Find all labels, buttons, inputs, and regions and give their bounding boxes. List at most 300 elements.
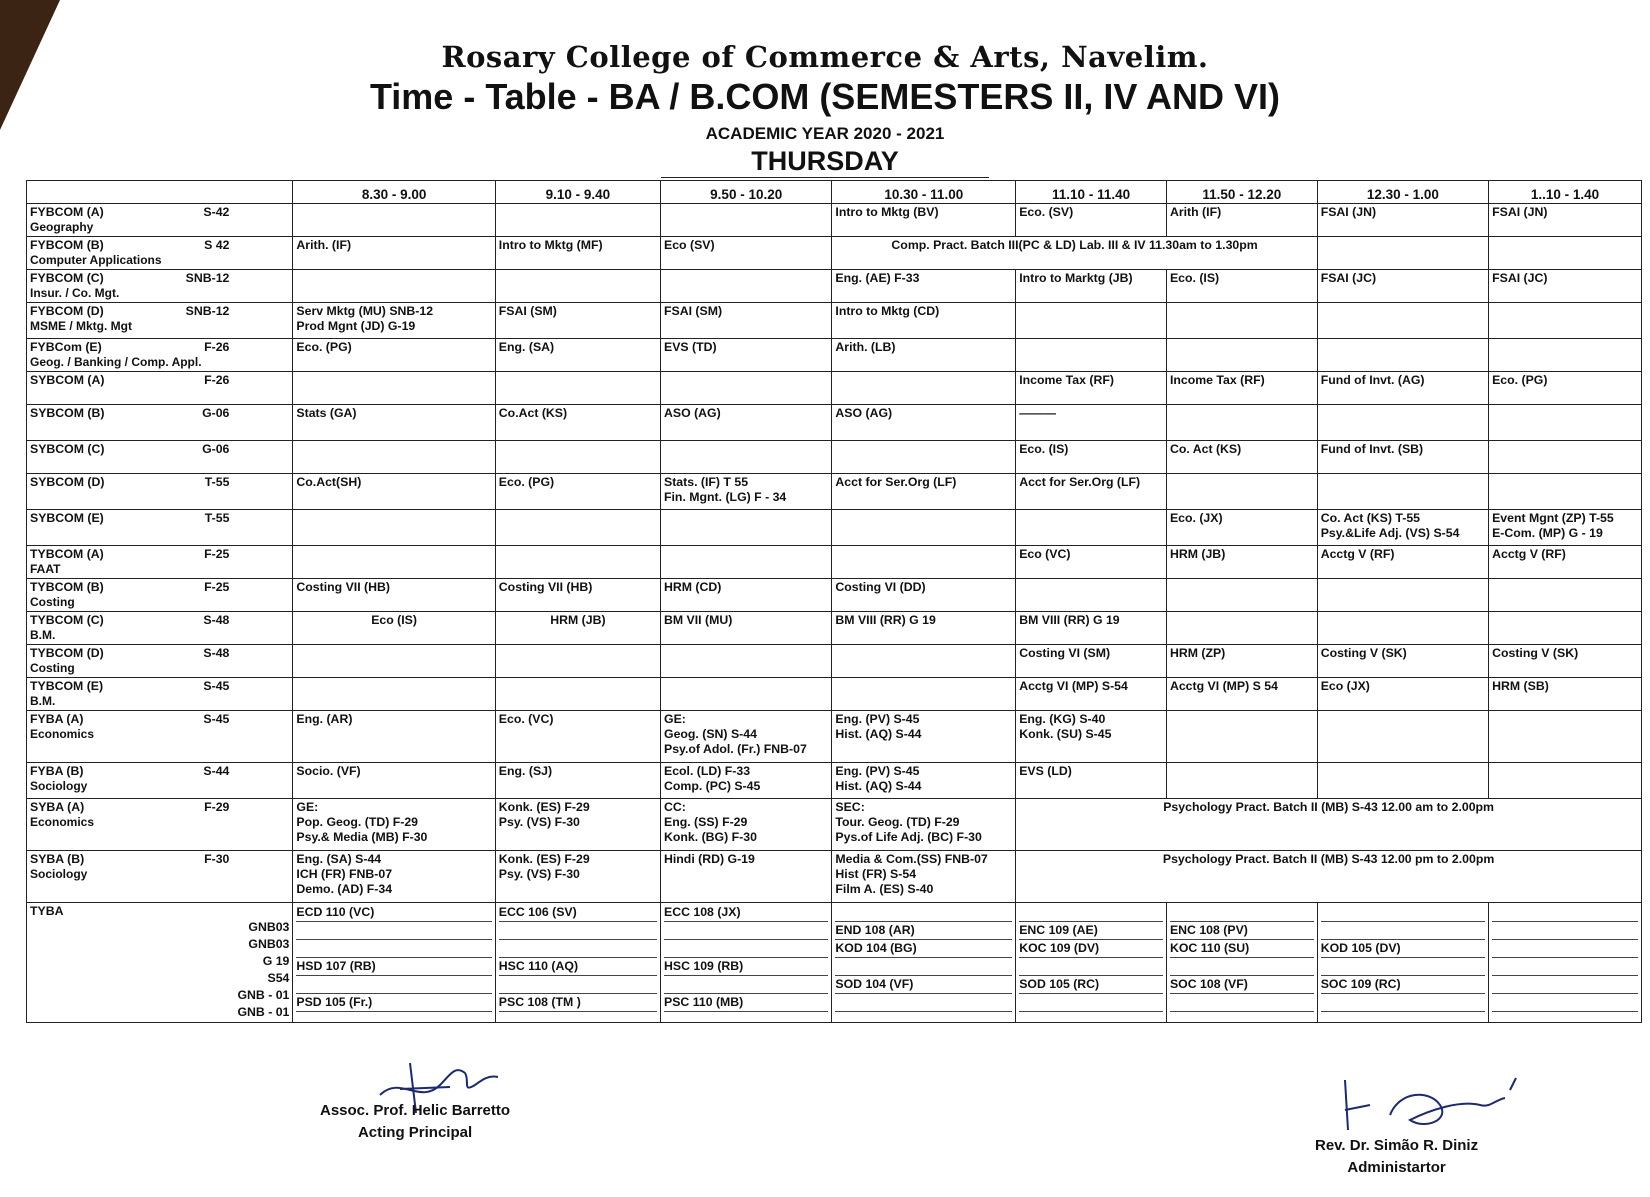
cell-line: Konk. (ES) F-29 (498, 800, 590, 814)
lecture-cell (832, 546, 1016, 579)
class-name: TYBCOM (A) (30, 547, 104, 561)
lecture-cell: Socio. (VF) (293, 763, 495, 799)
lecture-cell (1166, 763, 1317, 799)
tyba-course (1170, 958, 1314, 976)
class-row (27, 339, 1642, 372)
practical-batch-note: Comp. Pract. Batch III(PC & LD) Lab. III & IV 11.30am to 1.30pm (832, 237, 1317, 270)
class-subject: Sociology (30, 867, 88, 881)
tyba-course (664, 976, 828, 994)
lecture-cell (293, 204, 495, 237)
class-name: FYBCOM (D) (30, 304, 104, 318)
lecture-cell (1489, 474, 1642, 510)
lecture-cell (293, 851, 495, 903)
class-heading (30, 340, 289, 355)
lecture-cell: Hindi (RD) G-19 (661, 851, 832, 903)
lecture-cell: BM VIII (RR) G 19 (1016, 612, 1167, 645)
cell-line: Serv Mktg (MU) SNB-12 (296, 304, 434, 318)
class-subject: B.M. (30, 628, 56, 642)
lecture-cell: Intro to Marktg (JB) (1016, 270, 1167, 303)
lecture-cell: Eng. (AR) (293, 711, 495, 763)
class-row (27, 303, 1642, 339)
lecture-cell (495, 799, 660, 851)
lecture-cell: HRM (CD) (661, 579, 832, 612)
tyba-course (1019, 958, 1163, 976)
class-name: SYBA (B) (30, 852, 85, 866)
lecture-cell: Income Tax (RF) (1016, 372, 1167, 405)
lecture-cell (1317, 339, 1488, 372)
lecture-cell (1489, 711, 1642, 763)
class-row (27, 474, 1642, 510)
lecture-cell (1489, 579, 1642, 612)
tyba-class-cell (27, 903, 293, 1023)
class-heading (30, 764, 289, 779)
lecture-cell: Arith (IF) (1166, 204, 1317, 237)
lecture-cell (495, 441, 660, 474)
lecture-cell: ASO (AG) (832, 405, 1016, 441)
class-heading (30, 800, 289, 815)
lecture-cell: Eco. (PG) (495, 474, 660, 510)
class-subject: Geog. / Banking / Comp. Appl. (30, 355, 202, 369)
lecture-cell (832, 711, 1016, 763)
class-name: SYBCOM (C) (30, 442, 105, 456)
class-row (27, 678, 1642, 711)
cell-line: Psy. (VS) F-30 (498, 815, 580, 829)
lecture-cell (661, 510, 832, 546)
page-header (0, 40, 1650, 178)
lecture-cell: Stats (GA) (293, 405, 495, 441)
lecture-cell (832, 645, 1016, 678)
tyba-course: ECC 106 (SV) (499, 904, 657, 922)
lecture-cell: FSAI (JC) (1317, 270, 1488, 303)
tyba-course (1492, 958, 1638, 976)
lecture-cell: Fund of Invt. (AG) (1317, 372, 1488, 405)
lecture-cell (1016, 711, 1167, 763)
class-cell (27, 270, 293, 303)
cell-line: Event Mgnt (ZP) T-55 (1492, 511, 1614, 525)
class-subject: Costing (30, 661, 75, 675)
lecture-cell (661, 763, 832, 799)
lecture-cell (1489, 339, 1642, 372)
class-name: FYBA (A) (30, 712, 84, 726)
class-subject: Sociology (30, 779, 88, 793)
lecture-cell: Eng. (SA) (495, 339, 660, 372)
timeslot-header: 11.10 - 11.40 (1016, 181, 1167, 204)
lecture-cell (832, 799, 1016, 851)
lecture-cell (1166, 339, 1317, 372)
lecture-cell: Costing VI (DD) (832, 579, 1016, 612)
lecture-cell: Fund of Invt. (SB) (1317, 441, 1488, 474)
principal-name: Assoc. Prof. Helic Barretto (320, 1102, 511, 1119)
tyba-course: KOD 104 (BG) (835, 940, 1012, 958)
lecture-cell (293, 678, 495, 711)
lecture-cell (832, 763, 1016, 799)
class-name: FYBA (B) (30, 764, 84, 778)
class-room: S-48 (203, 646, 230, 660)
lecture-cell: Acctg VI (MP) S 54 (1166, 678, 1317, 711)
tyba-room: S54 (267, 971, 290, 985)
cell-line: Ecol. (LD) F-33 (664, 764, 751, 778)
lecture-cell (293, 546, 495, 579)
lecture-cell: Eco (JX) (1317, 678, 1488, 711)
class-name: TYBCOM (D) (30, 646, 104, 660)
lecture-cell: Costing VII (HB) (293, 579, 495, 612)
lecture-cell (832, 510, 1016, 546)
tyba-course (1019, 994, 1163, 1012)
lecture-cell: Costing VII (HB) (495, 579, 660, 612)
lecture-cell: Acctg V (RF) (1317, 546, 1488, 579)
class-subject: FAAT (30, 562, 61, 576)
class-subject: Economics (30, 727, 95, 741)
class-row (27, 579, 1642, 612)
lecture-cell (293, 441, 495, 474)
timetable (26, 180, 1642, 1023)
tyba-course (1019, 904, 1163, 922)
class-room: S-45 (203, 679, 230, 693)
class-heading (30, 679, 289, 694)
lecture-cell (1166, 405, 1317, 441)
lecture-cell: ASO (AG) (661, 405, 832, 441)
tyba-course (1321, 994, 1485, 1012)
lecture-cell (661, 711, 832, 763)
cell-line: Psy.& Media (MB) F-30 (296, 830, 428, 844)
lecture-cell: Eco. (PG) (1489, 372, 1642, 405)
lecture-cell (1317, 612, 1488, 645)
class-heading (30, 271, 289, 286)
cell-line: E-Com. (MP) G - 19 (1492, 526, 1603, 540)
class-room: T-55 (204, 511, 230, 525)
tyba-course: ECD 110 (VC) (296, 904, 491, 922)
lecture-cell: Eco. (IS) (1166, 270, 1317, 303)
tyba-course (1321, 922, 1485, 940)
tyba-course: PSC 110 (MB) (664, 994, 828, 1012)
tyba-label: TYBA (30, 904, 64, 918)
tyba-course: SOD 104 (VF) (835, 976, 1012, 994)
class-room: SNB-12 (185, 271, 230, 285)
lecture-cell (661, 645, 832, 678)
tyba-course (499, 940, 657, 958)
class-cell (27, 645, 293, 678)
class-room: G-06 (202, 406, 230, 420)
class-cell (27, 204, 293, 237)
cell-line: Konk. (SU) S-45 (1019, 727, 1112, 741)
principal-signature-block (320, 1100, 510, 1144)
lecture-cell (832, 851, 1016, 903)
lecture-cell: Eco. (VC) (495, 711, 660, 763)
class-heading (30, 547, 289, 562)
lecture-cell (1166, 474, 1317, 510)
lecture-cell (1016, 339, 1167, 372)
class-name: SYBCOM (A) (30, 373, 105, 387)
lecture-cell: Co.Act (KS) (495, 405, 660, 441)
lecture-cell: FSAI (SM) (661, 303, 832, 339)
class-heading (30, 511, 289, 526)
timeslot-header: 8.30 - 9.00 (293, 181, 495, 204)
cell-line: Eng. (KG) S-40 (1019, 712, 1106, 726)
lecture-cell (495, 372, 660, 405)
class-row (27, 645, 1642, 678)
cell-line: Stats. (IF) T 55 (664, 475, 749, 489)
class-room: S 42 (204, 238, 230, 252)
tyba-course: HSC 110 (AQ) (499, 958, 657, 976)
class-row (27, 799, 1642, 851)
class-heading (30, 205, 289, 220)
lecture-cell: Costing V (SK) (1489, 645, 1642, 678)
tyba-course: KOC 110 (SU) (1170, 940, 1314, 958)
lecture-cell (1489, 763, 1642, 799)
class-room: F-26 (204, 373, 230, 387)
class-cell (27, 612, 293, 645)
practical-batch-note: Psychology Pract. Batch II (MB) S-43 12.00 pm to 2.00pm (1016, 851, 1642, 903)
tyba-room: GNB03 (248, 920, 290, 934)
lecture-cell: EVS (LD) (1016, 763, 1167, 799)
lecture-cell: Arith. (IF) (293, 237, 495, 270)
class-cell (27, 510, 293, 546)
class-heading (30, 304, 289, 319)
principal-title: Acting Principal (357, 1124, 473, 1141)
lecture-cell: Costing V (SK) (1317, 645, 1488, 678)
practical-batch-note: Psychology Pract. Batch II (MB) S-43 12.00 am to 2.00pm (1016, 799, 1642, 851)
class-room: G-06 (202, 442, 230, 456)
tyba-course (296, 940, 491, 958)
lecture-cell (1489, 405, 1642, 441)
tyba-course: KOC 109 (DV) (1019, 940, 1163, 958)
lecture-cell (661, 799, 832, 851)
tyba-course (499, 922, 657, 940)
class-subject: Computer Applications (30, 253, 162, 267)
cell-line: Hist (FR) S-54 (835, 867, 917, 881)
lecture-cell: BM VIII (RR) G 19 (832, 612, 1016, 645)
lecture-cell (495, 645, 660, 678)
tyba-course: KOD 105 (DV) (1321, 940, 1485, 958)
tyba-lecture-cell (293, 903, 495, 1023)
tyba-course (835, 958, 1012, 976)
college-name: Rosary College of Commerce & Arts, Navelim. (441, 40, 1209, 74)
cell-line: ICH (FR) FNB-07 (296, 867, 393, 881)
cell-line: Konk. (BG) F-30 (664, 830, 757, 844)
tyba-course (1492, 976, 1638, 994)
tyba-course: SOD 105 (RC) (1019, 976, 1163, 994)
timeslot-header-row (27, 181, 1642, 204)
class-name: SYBCOM (E) (30, 511, 104, 525)
tyba-room: GNB - 01 (237, 1005, 290, 1019)
class-room: S-45 (203, 712, 230, 726)
class-room: S-48 (203, 613, 230, 627)
cell-line: Eng. (SA) S-44 (296, 852, 382, 866)
timeslot-header: 10.30 - 11.00 (832, 181, 1016, 204)
class-heading (30, 613, 289, 628)
class-name: SYBCOM (B) (30, 406, 105, 420)
lecture-cell (1317, 474, 1488, 510)
tyba-room: G 19 (262, 954, 290, 968)
lecture-cell (832, 372, 1016, 405)
lecture-cell: Eco (VC) (1016, 546, 1167, 579)
lecture-cell (1489, 510, 1642, 546)
lecture-cell (1166, 711, 1317, 763)
day-title: THURSDAY (661, 146, 989, 178)
cell-line: SEC: (835, 800, 865, 814)
administrator-title: Administartor (1347, 1159, 1446, 1176)
class-room: T-55 (204, 475, 230, 489)
class-heading (30, 406, 289, 421)
class-row (27, 441, 1642, 474)
class-room: F-26 (204, 340, 230, 354)
lecture-cell (661, 204, 832, 237)
lecture-cell (293, 372, 495, 405)
class-heading (30, 712, 289, 727)
lecture-cell: HRM (SB) (1489, 678, 1642, 711)
lecture-cell (1166, 579, 1317, 612)
lecture-cell (661, 372, 832, 405)
timeslot-header: 11.50 - 12.20 (1166, 181, 1317, 204)
lecture-cell (495, 546, 660, 579)
lecture-cell (1489, 612, 1642, 645)
lecture-cell (661, 270, 832, 303)
lecture-cell (1317, 405, 1488, 441)
lecture-cell (1317, 510, 1488, 546)
class-heading (30, 373, 289, 388)
lecture-cell (1489, 237, 1642, 270)
tyba-course: END 108 (AR) (835, 922, 1012, 940)
class-subject: MSME / Mktg. Mgt (30, 319, 132, 333)
class-row (27, 546, 1642, 579)
administrator-signature-block (1315, 1135, 1478, 1179)
class-cell (27, 372, 293, 405)
class-subject: Insur. / Co. Mgt. (30, 286, 120, 300)
class-name: TYBCOM (B) (30, 580, 104, 594)
tyba-room: GNB - 01 (237, 988, 290, 1002)
administrator-name: Rev. Dr. Simão R. Diniz (1315, 1137, 1479, 1154)
tyba-course: ENC 108 (PV) (1170, 922, 1314, 940)
cell-line: Eng. (PV) S-45 (835, 764, 920, 778)
lecture-cell: HRM (JB) (1166, 546, 1317, 579)
lecture-cell (293, 270, 495, 303)
lecture-cell (293, 799, 495, 851)
tyba-course (835, 994, 1012, 1012)
cell-line: Co. Act (KS) T-55 (1320, 511, 1420, 525)
cell-line: Prod Mgnt (JD) G-19 (296, 319, 416, 333)
class-heading (30, 646, 289, 661)
tyba-course (835, 904, 1012, 922)
class-cell (27, 763, 293, 799)
lecture-cell: Eco. (JX) (1166, 510, 1317, 546)
tyba-course (1492, 922, 1638, 940)
class-name: TYBCOM (C) (30, 613, 104, 627)
class-row (27, 711, 1642, 763)
timeslot-header: 12.30 - 1.00 (1317, 181, 1488, 204)
lecture-cell: HRM (ZP) (1166, 645, 1317, 678)
lecture-cell: Eng. (AE) F-33 (832, 270, 1016, 303)
tyba-row (27, 903, 1642, 1023)
lecture-cell (661, 678, 832, 711)
tyba-lecture-cell (832, 903, 1016, 1023)
cell-line: Psy.of Adol. (Fr.) FNB-07 (664, 742, 807, 756)
class-row (27, 372, 1642, 405)
tyba-lecture-cell (1489, 903, 1642, 1023)
tyba-lecture-cell (1166, 903, 1317, 1023)
class-cell (27, 303, 293, 339)
timeslot-header: 1..10 - 1.40 (1489, 181, 1642, 204)
class-name: FYBCOM (C) (30, 271, 104, 285)
class-room: S-42 (203, 205, 230, 219)
administrator-signature-mark (1340, 1070, 1530, 1140)
tyba-course (296, 976, 491, 994)
cell-line: Tour. Geog. (TD) F-29 (835, 815, 960, 829)
class-name: SYBCOM (D) (30, 475, 105, 489)
class-subject: Economics (30, 815, 95, 829)
lecture-cell: Costing VI (SM) (1016, 645, 1167, 678)
class-subject: B.M. (30, 694, 56, 708)
lecture-cell: Eco. (SV) (1016, 204, 1167, 237)
lecture-cell (661, 546, 832, 579)
class-room: SNB-12 (185, 304, 230, 318)
class-row (27, 851, 1642, 903)
lecture-cell: Eco. (PG) (293, 339, 495, 372)
class-heading (30, 852, 289, 867)
tyba-course (1492, 940, 1638, 958)
lecture-cell: Eco (IS) (293, 612, 495, 645)
class-row (27, 510, 1642, 546)
class-cell (27, 711, 293, 763)
lecture-cell: Co. Act (KS) (1166, 441, 1317, 474)
cell-line: Media & Com.(SS) FNB-07 (835, 852, 988, 866)
cell-line: Konk. (ES) F-29 (498, 852, 590, 866)
tyba-course (1321, 904, 1485, 922)
lecture-cell (1317, 303, 1488, 339)
class-name: TYBCOM (E) (30, 679, 104, 693)
class-heading (30, 238, 289, 253)
class-cell (27, 799, 293, 851)
lecture-cell: EVS (TD) (661, 339, 832, 372)
corner-cell (27, 181, 293, 204)
tyba-course (1170, 904, 1314, 922)
lecture-cell: BM VII (MU) (661, 612, 832, 645)
class-heading (30, 580, 289, 595)
class-room: F-25 (204, 547, 230, 561)
tyba-course (664, 940, 828, 958)
cell-line: ——— (1019, 406, 1057, 420)
class-name: SYBA (A) (30, 800, 85, 814)
lecture-cell: Acctg VI (MP) S-54 (1016, 678, 1167, 711)
cell-line: Pys.of Life Adj. (BC) F-30 (835, 830, 982, 844)
lecture-cell: Eco (SV) (661, 237, 832, 270)
class-cell (27, 339, 293, 372)
lecture-cell: Eng. (SJ) (495, 763, 660, 799)
class-cell (27, 474, 293, 510)
tyba-course: HSC 109 (RB) (664, 958, 828, 976)
lecture-cell (293, 303, 495, 339)
lecture-cell (1016, 579, 1167, 612)
tyba-lecture-cell (1016, 903, 1167, 1023)
lecture-cell (1317, 763, 1488, 799)
cell-line: Fin. Mgnt. (LG) F - 34 (664, 490, 787, 504)
class-room: F-25 (204, 580, 230, 594)
lecture-cell (495, 851, 660, 903)
class-row (27, 204, 1642, 237)
lecture-cell: FSAI (JN) (1317, 204, 1488, 237)
tyba-lecture-cell (661, 903, 832, 1023)
lecture-cell: Intro to Mktg (CD) (832, 303, 1016, 339)
class-room: F-30 (204, 852, 230, 866)
lecture-cell: Intro to Mktg (BV) (832, 204, 1016, 237)
class-name: FYBCOM (B) (30, 238, 104, 252)
lecture-cell: Arith. (LB) (832, 339, 1016, 372)
tyba-room: GNB03 (248, 937, 290, 951)
class-subject: Geography (30, 220, 94, 234)
lecture-cell (1166, 612, 1317, 645)
class-row (27, 763, 1642, 799)
tyba-course: PSC 108 (TM ) (499, 994, 657, 1012)
lecture-cell (495, 270, 660, 303)
